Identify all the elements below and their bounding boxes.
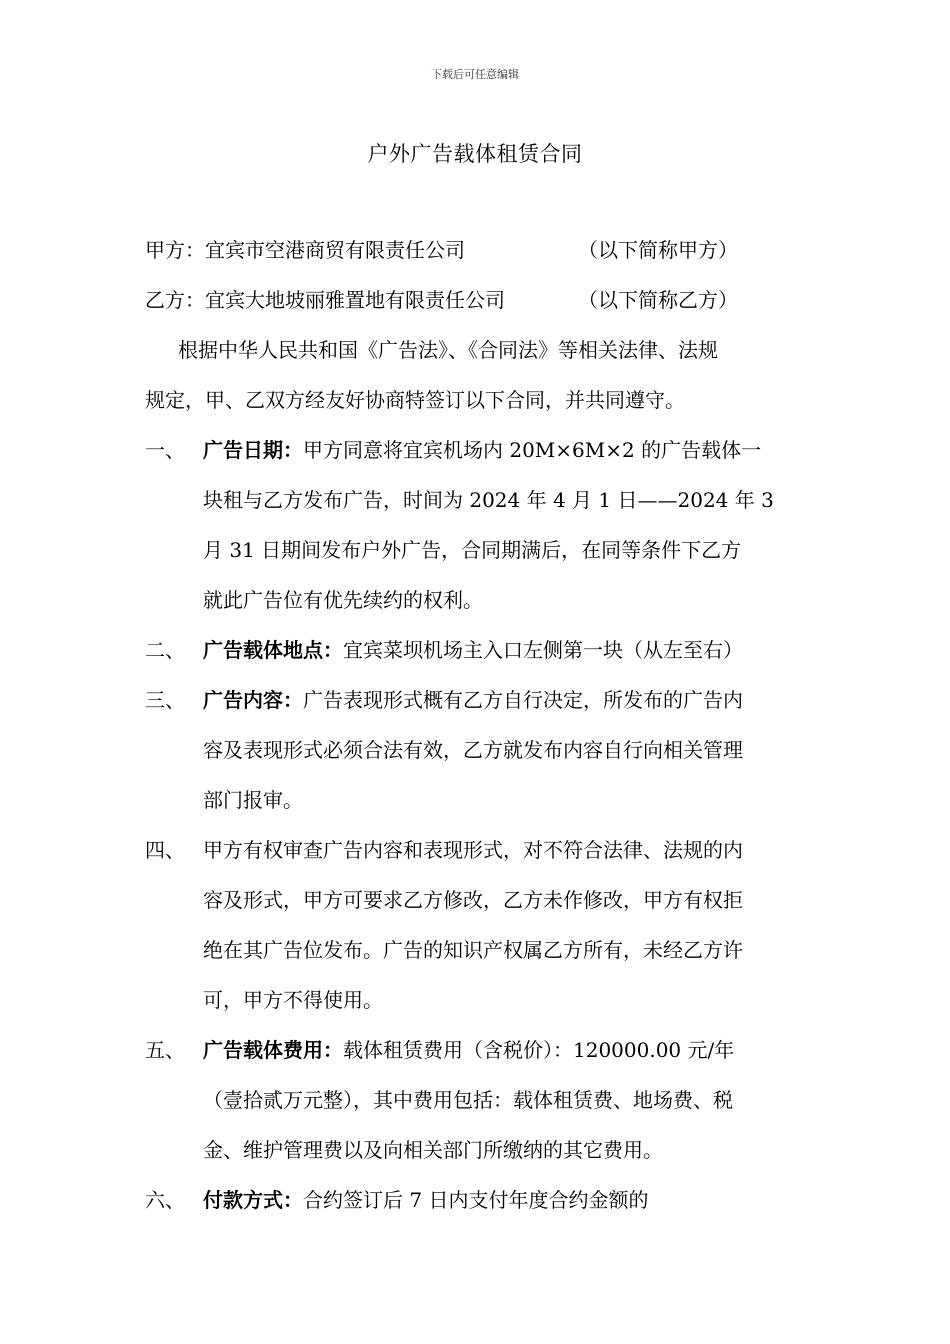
clause-line: 容及表现形式必须合法有效，乙方就发布内容自行向相关管理 bbox=[203, 738, 743, 762]
clause-text: 合约签订后 7 日内支付年度合约金额的 bbox=[303, 1188, 649, 1212]
clause-label: 广告日期： bbox=[203, 438, 303, 462]
clause-number: 一、 bbox=[145, 438, 185, 462]
clause-text: 甲方同意将宜宾机场内 20M×6M×2 的广告载体一 bbox=[303, 438, 762, 462]
header-note: 下载后可任意编辑 bbox=[431, 68, 519, 81]
clause-number: 四、 bbox=[145, 838, 185, 862]
clause-first-line bbox=[203, 1186, 648, 1214]
party-b-name: 乙方：宜宾大地坡丽雅置地有限责任公司 bbox=[145, 288, 505, 312]
page-title: 户外广告载体租赁合同 bbox=[367, 142, 583, 166]
clause-first-line bbox=[203, 1036, 734, 1064]
party-a-note: （以下简称甲方） bbox=[578, 238, 738, 262]
clause-first-line bbox=[203, 686, 743, 714]
clause-label: 付款方式： bbox=[203, 1188, 303, 1212]
intro-line-1: 根据中华人民共和国《广告法》、《合同法》等相关法律、法规 bbox=[178, 338, 718, 362]
clause-first-line bbox=[203, 436, 761, 464]
clause-text: 载体租赁费用（含税价）：120000.00 元/年 bbox=[343, 1038, 735, 1062]
clause-line: （壹拾贰万元整），其中费用包括：载体租赁费、地场费、税 bbox=[203, 1088, 733, 1112]
clause-text: 宜宾菜坝机场主入口左侧第一块（从左至右） bbox=[343, 638, 743, 662]
clause-label: 广告内容： bbox=[203, 688, 303, 712]
clause-line: 容及形式，甲方可要求乙方修改，乙方未作修改，甲方有权拒 bbox=[203, 888, 743, 912]
clause-line: 可，甲方不得使用。 bbox=[203, 988, 383, 1012]
clause-first-line bbox=[203, 636, 743, 664]
intro-line-2: 规定，甲、乙双方经友好协商特签订以下合同，并共同遵守。 bbox=[145, 388, 685, 412]
clause-first-line: 甲方有权审查广告内容和表现形式，对不符合法律、法规的内 bbox=[203, 838, 743, 862]
party-b-note: （以下简称乙方） bbox=[578, 288, 738, 312]
clause-line: 金、维护管理费以及向相关部门所缴纳的其它费用。 bbox=[203, 1138, 663, 1162]
clause-number: 三、 bbox=[145, 688, 185, 712]
clause-line: 绝在其广告位发布。广告的知识产权属乙方所有，未经乙方许 bbox=[203, 938, 743, 962]
clause-number: 六、 bbox=[145, 1188, 185, 1212]
clause-label: 广告载体费用： bbox=[203, 1038, 343, 1062]
clause-line: 部门报审。 bbox=[203, 788, 303, 812]
clause-label: 广告载体地点： bbox=[203, 638, 343, 662]
clause-line: 就此广告位有优先续约的权利。 bbox=[203, 588, 483, 612]
clause-number: 二、 bbox=[145, 638, 185, 662]
clause-line: 块租与乙方发布广告，时间为 2024 年 4 月 1 日——2024 年 3 bbox=[203, 488, 774, 512]
clause-text: 广告表现形式概有乙方自行决定，所发布的广告内 bbox=[303, 688, 743, 712]
clause-number: 五、 bbox=[145, 1038, 185, 1062]
clause-line: 月 31 日期间发布户外广告，合同期满后，在同等条件下乙方 bbox=[203, 538, 742, 562]
party-a-name: 甲方：宜宾市空港商贸有限责任公司 bbox=[145, 238, 465, 262]
